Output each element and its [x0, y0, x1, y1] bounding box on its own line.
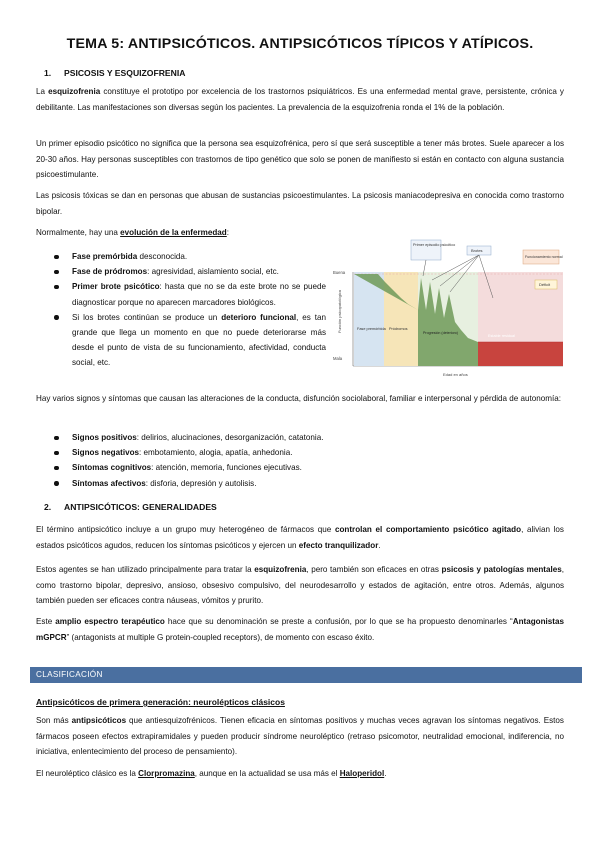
- figure-phase1-label: Fase premórbida: [357, 327, 386, 331]
- figure-brotes-label: Brotes: [471, 248, 483, 253]
- figure-phase3-label: Progresión (deterioro): [423, 331, 458, 335]
- figure-buena-label: Buena: [333, 270, 346, 275]
- paragraph-termino: El término antipsicótico incluye a un grupo muy heterogéneo de fármacos que controlan el comportamiento psicótico agitado, alivian los estados psicóticos agudos, reducen los síntomas psicóticos y ejercen un efecto tranquilizador.: [36, 525, 564, 550]
- list-item: Fase premórbida desconocida.: [36, 249, 326, 264]
- figure-phase2-label: Pródromos: [389, 327, 408, 331]
- phases-list: [36, 249, 326, 371]
- paragraph-psicosis-toxicas: Las psicosis tóxicas se dan en personas que abusan de sustancias psicoestimulantes. La psicosis maniacodepresiva en conocida como trastorno bipolar.: [36, 191, 564, 216]
- paragraph-signos: Hay varios signos y síntomas que causan las alteraciones de la conducta, disfunción sociolaboral, familiar e interpersonal y pérdida de autonomía:: [36, 394, 562, 403]
- figure-funcionamiento-label: Funcionamiento normal: [525, 255, 563, 259]
- list-item: Signos negativos: embotamiento, alogia, apatía, anhedonia.: [36, 445, 564, 460]
- paragraph-evolucion: Normalmente, hay una evolución de la enfermedad:: [36, 228, 229, 237]
- list-item: Síntomas afectivos: disforia, depresión y autolisis.: [36, 476, 564, 491]
- figure-phase4-label: Estable residual: [488, 334, 516, 338]
- deficit-curve: [478, 342, 563, 366]
- figure-ylabel: Función psicopatológica: [337, 290, 342, 333]
- list-item: Si los brotes continúan se produce un deterioro funcional, es tan grande que llega un momento en que no puede deteriorarse más desde el punto de vista de su funcionamiento, afectividad, conducta social, etc.: [36, 310, 326, 371]
- paragraph-espectro: Este amplio espectro terapéutico hace que su denominación se preste a confusión, por lo que se ha propuesto denominarles “Antagonistas mGPCR” (antagonists at multiple G protein-coupled receptors), de momento con escaso éxito.: [36, 617, 564, 642]
- page-title: TEMA 5: ANTIPSICÓTICOS. ANTIPSICÓTICOS TÍPICOS Y ATÍPICOS.: [66, 36, 534, 52]
- list-item: Signos positivos: delirios, alucinaciones, desorganización, catatonia.: [36, 430, 564, 445]
- list-item: Primer brote psicótico: hasta que no se da este brote no se puede diagnosticar porque no aparecen marcadores biológicos.: [36, 279, 326, 309]
- classification-band: CLASIFICACIÓN: [30, 667, 582, 683]
- paragraph-agentes: Estos agentes se han utilizado principalmente para tratar la esquizofrenia, pero también son eficaces en otras psicosis y patologías mentales, como trastorno bipolar, depresivo, ansioso, obsesivo compulsivo, del neurodesarrollo y estados de agitación, entre otros. Además, algunos también pueden ser eficaces contra náuseas, vómitos y prurito.: [36, 565, 565, 606]
- figure-deficit-label: Déficit: [539, 282, 551, 287]
- list-item: Fase de pródromos: agresividad, aislamiento social, etc.: [36, 264, 326, 279]
- figure-mala-label: Mala: [333, 356, 343, 361]
- section-heading-1: 1. PSICOSIS Y ESQUIZOFRENIA: [44, 68, 186, 78]
- paragraph-neuroleptico: El neuroléptico clásico es la Clorpromazina, aunque en la actualidad se usa más el Haloperidol.: [36, 769, 387, 778]
- paragraph-esquizofrenia: La esquizofrenia constituye el prototipo por excelencia de los trastornos psiquiátricos. Es una enfermedad mental grave, persistente, crónica y debilitante. Las manifestaciones son diversas según los pacientes. La prevalencia de la esquizofrenia ronda el 1% de la población.: [36, 87, 564, 112]
- figure-primer-label: Primer episodio psicótico: [413, 243, 456, 247]
- paragraph-antipsicoticos: Son más antipsicóticos que antiesquizofrénicos. Tienen eficacia en síntomas positivos y muchas veces agravan los síntomas negativos. Estos fármacos poseen efectos extrapiramidales y pueden producir síndrome neuroléptico (retraso psicomotor, neutralidad emocional, indiferencia, no iniciativa, enlentecimiento del proceso de pensamiento).: [36, 716, 564, 757]
- signs-list: [36, 430, 564, 491]
- list-item: Síntomas cognitivos: atención, memoria, funciones ejecutivas.: [36, 460, 564, 475]
- paragraph-primer-episodio: Un primer episodio psicótico no significa que la persona sea esquizofrénica, pero sí que será susceptible a tener más brotes. Suele aparecer a los 20-30 años. Hay personas susceptibles con trastornos de tipo genético que solo se ponen de manifiesto si están en contacto con alguna sustancia psicoestimulante.: [36, 139, 564, 180]
- section-heading-2: 2. ANTIPSICÓTICOS: GENERALIDADES: [44, 502, 217, 512]
- subheading-primera-generacion: Antipsicóticos de primera generación: neurolépticos clásicos: [36, 697, 285, 707]
- figure-xlabel: Edad en años: [443, 372, 468, 377]
- disease-evolution-figure: [333, 238, 565, 384]
